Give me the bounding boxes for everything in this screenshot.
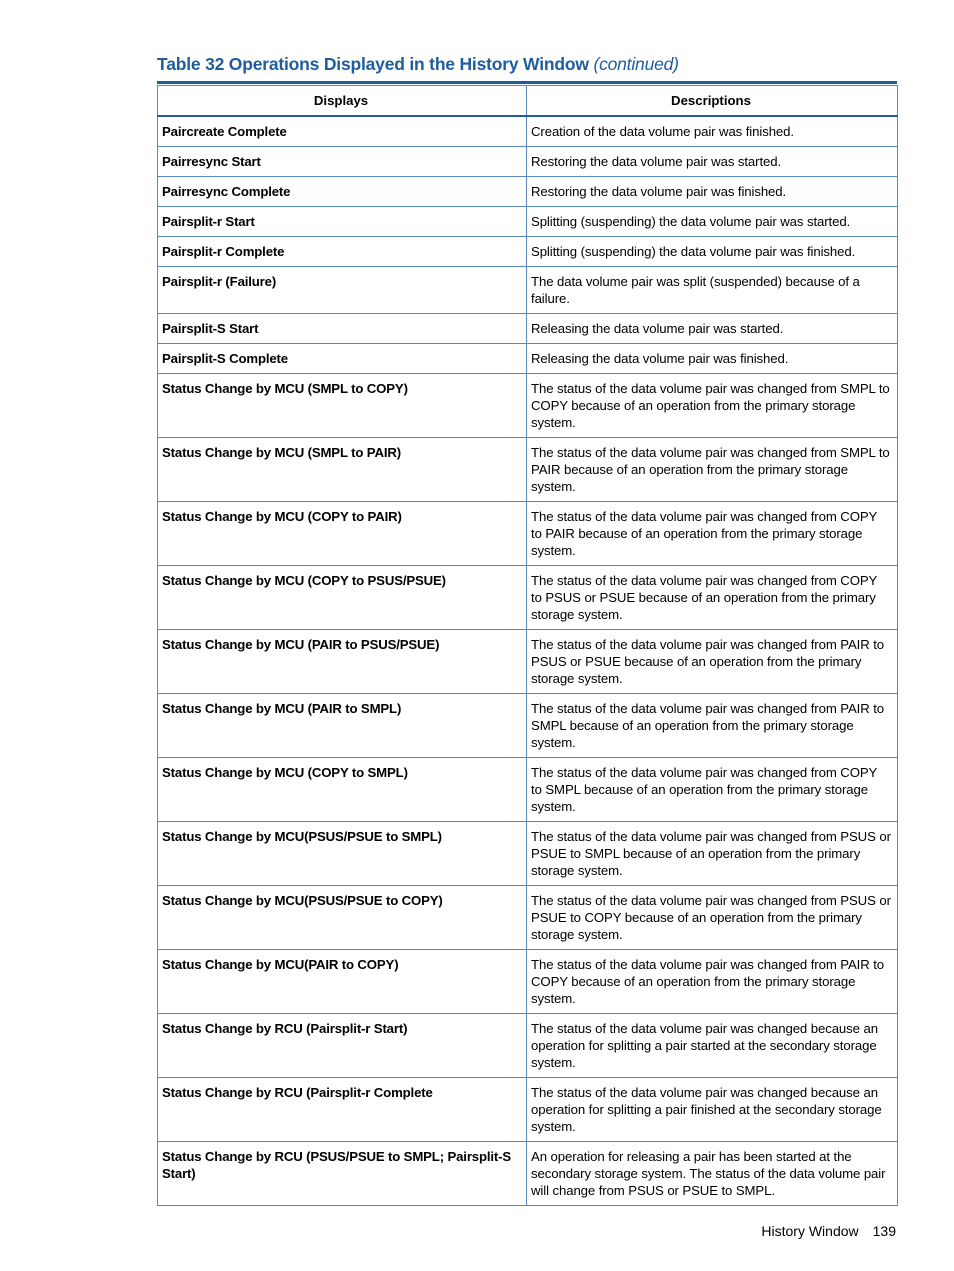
description-cell: The status of the data volume pair was changed from PSUS or PSUE to SMPL because of an operation from the primary storage system. — [527, 822, 898, 886]
description-cell: The status of the data volume pair was changed from PAIR to PSUS or PSUE because of an operation from the primary storage system. — [527, 630, 898, 694]
table-row — [158, 822, 898, 886]
table-row — [158, 950, 898, 1014]
description-cell: Releasing the data volume pair was started. — [527, 314, 898, 344]
table-row — [158, 566, 898, 630]
description-cell: Splitting (suspending) the data volume pair was finished. — [527, 237, 898, 267]
table-row — [158, 207, 898, 237]
page-number: 139 — [872, 1223, 896, 1239]
description-cell: The status of the data volume pair was changed from COPY to SMPL because of an operation from the primary storage system. — [527, 758, 898, 822]
display-cell: Status Change by RCU (PSUS/PSUE to SMPL; Pairsplit-S Start) — [158, 1142, 527, 1206]
display-cell: Pairsplit-r (Failure) — [158, 267, 527, 314]
display-cell: Status Change by MCU (COPY to PAIR) — [158, 502, 527, 566]
description-cell: The status of the data volume pair was changed from SMPL to COPY because of an operation from the primary storage system. — [527, 374, 898, 438]
operations-table — [157, 85, 898, 1206]
table-header-row — [158, 86, 898, 117]
display-cell: Status Change by RCU (Pairsplit-r Start) — [158, 1014, 527, 1078]
display-cell: Pairresync Start — [158, 147, 527, 177]
display-cell: Paircreate Complete — [158, 116, 527, 147]
table-row — [158, 267, 898, 314]
table-row — [158, 694, 898, 758]
description-cell: The data volume pair was split (suspended) because of a failure. — [527, 267, 898, 314]
description-cell: Creation of the data volume pair was finished. — [527, 116, 898, 147]
description-cell: Splitting (suspending) the data volume pair was started. — [527, 207, 898, 237]
display-cell: Status Change by MCU (SMPL to COPY) — [158, 374, 527, 438]
description-cell: The status of the data volume pair was changed from COPY to PAIR because of an operation from the primary storage system. — [527, 502, 898, 566]
display-cell: Status Change by MCU (PAIR to PSUS/PSUE) — [158, 630, 527, 694]
header-displays: Displays — [158, 86, 527, 117]
table-row — [158, 147, 898, 177]
table-title: Table 32 Operations Displayed in the History Window — [157, 54, 589, 74]
display-cell: Status Change by RCU (Pairsplit-r Complete — [158, 1078, 527, 1142]
description-cell: The status of the data volume pair was changed from SMPL to PAIR because of an operation from the primary storage system. — [527, 438, 898, 502]
description-cell: The status of the data volume pair was changed from COPY to PSUS or PSUE because of an operation from the primary storage system. — [527, 566, 898, 630]
table-row — [158, 1014, 898, 1078]
table-row — [158, 374, 898, 438]
table-row — [158, 314, 898, 344]
table-row — [158, 438, 898, 502]
table-row — [158, 758, 898, 822]
table-row — [158, 630, 898, 694]
table-row — [158, 1142, 898, 1206]
description-cell: Restoring the data volume pair was finished. — [527, 177, 898, 207]
table-row — [158, 177, 898, 207]
display-cell: Pairsplit-r Complete — [158, 237, 527, 267]
description-cell: The status of the data volume pair was changed because an operation for splitting a pair finished at the secondary storage system. — [527, 1078, 898, 1142]
display-cell: Status Change by MCU(PSUS/PSUE to SMPL) — [158, 822, 527, 886]
table-row — [158, 886, 898, 950]
table-row — [158, 1078, 898, 1142]
description-cell: Releasing the data volume pair was finished. — [527, 344, 898, 374]
description-cell: The status of the data volume pair was changed because an operation for splitting a pair started at the secondary storage system. — [527, 1014, 898, 1078]
display-cell: Status Change by MCU (SMPL to PAIR) — [158, 438, 527, 502]
description-cell: An operation for releasing a pair has been started at the secondary storage system. The status of the data volume pair will change from PSUS or PSUE to SMPL. — [527, 1142, 898, 1206]
display-cell: Status Change by MCU(PSUS/PSUE to COPY) — [158, 886, 527, 950]
table-row — [158, 116, 898, 147]
page-footer — [761, 1223, 896, 1239]
display-cell: Pairsplit-r Start — [158, 207, 527, 237]
display-cell: Pairsplit-S Complete — [158, 344, 527, 374]
display-cell: Status Change by MCU (COPY to PSUS/PSUE) — [158, 566, 527, 630]
description-cell: The status of the data volume pair was changed from PAIR to SMPL because of an operation from the primary storage system. — [527, 694, 898, 758]
description-cell: Restoring the data volume pair was started. — [527, 147, 898, 177]
table-row — [158, 344, 898, 374]
continued-label: (continued) — [593, 54, 679, 74]
display-cell: Pairsplit-S Start — [158, 314, 527, 344]
display-cell: Status Change by MCU(PAIR to COPY) — [158, 950, 527, 1014]
display-cell: Status Change by MCU (PAIR to SMPL) — [158, 694, 527, 758]
display-cell: Pairresync Complete — [158, 177, 527, 207]
table-row — [158, 237, 898, 267]
footer-section: History Window — [761, 1223, 859, 1239]
display-cell: Status Change by MCU (COPY to SMPL) — [158, 758, 527, 822]
table-row — [158, 502, 898, 566]
header-descriptions: Descriptions — [527, 86, 898, 117]
description-cell: The status of the data volume pair was changed from PAIR to COPY because of an operation from the primary storage system. — [527, 950, 898, 1014]
table-caption — [157, 54, 679, 75]
caption-rule — [157, 81, 897, 84]
description-cell: The status of the data volume pair was changed from PSUS or PSUE to COPY because of an operation from the primary storage system. — [527, 886, 898, 950]
